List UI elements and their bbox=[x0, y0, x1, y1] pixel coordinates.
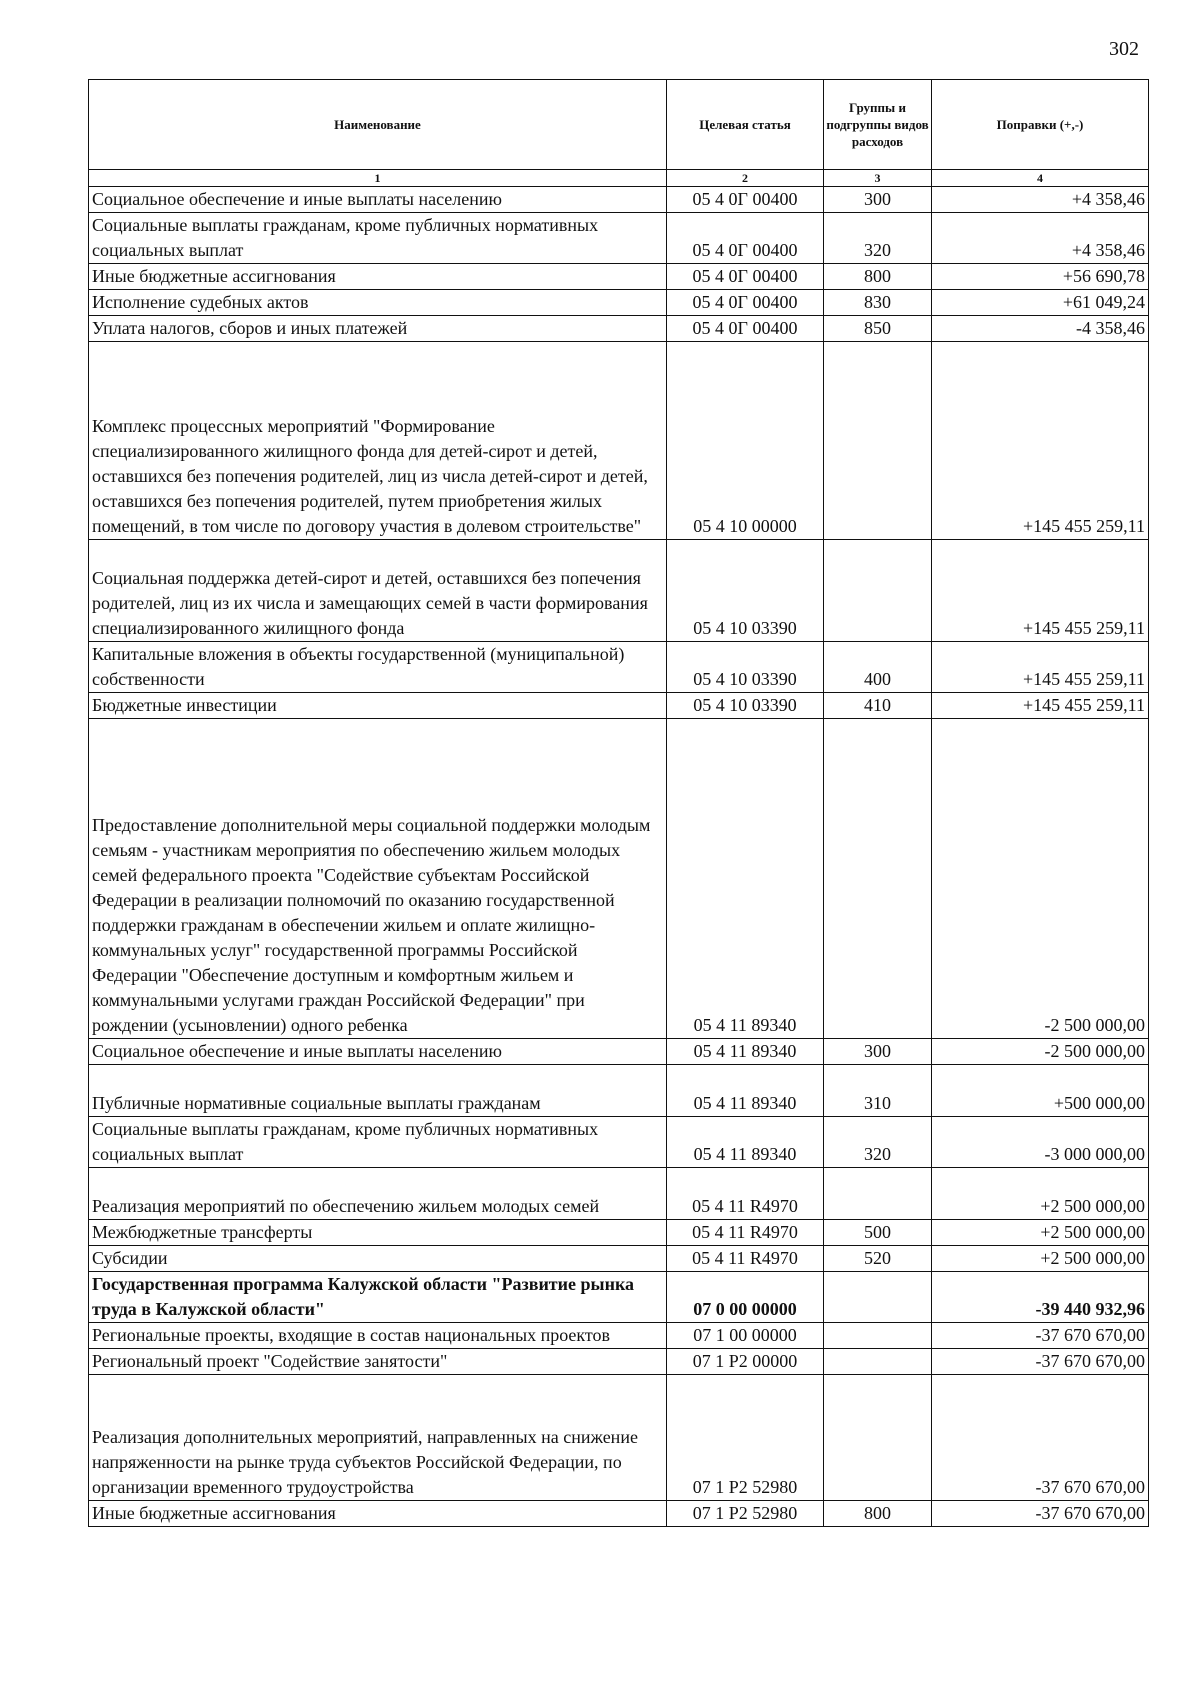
row-name: Уплата налогов, сборов и иных платежей bbox=[89, 316, 667, 342]
table-row bbox=[89, 290, 1149, 316]
column-number: 3 bbox=[824, 170, 932, 187]
row-amount: +61 049,24 bbox=[932, 290, 1149, 316]
row-amount: +500 000,00 bbox=[932, 1065, 1149, 1117]
table-row bbox=[89, 540, 1149, 642]
row-group bbox=[824, 342, 932, 540]
table-row bbox=[89, 316, 1149, 342]
row-amount: -37 670 670,00 bbox=[932, 1375, 1149, 1501]
table-row bbox=[89, 719, 1149, 1039]
table-header-row bbox=[89, 80, 1149, 170]
row-code: 05 4 11 89340 bbox=[667, 1065, 824, 1117]
row-name: Комплекс процессных мероприятий "Формирование специализированного жилищного фонда для детей-сирот и детей, оставшихся без попечения родителей, лиц из числа детей-сирот и детей, оставшихся без попечения родителей, путем приобретения жилых помещений, в том числе по договору участия в долевом строительстве" bbox=[89, 342, 667, 540]
row-amount: +56 690,78 bbox=[932, 264, 1149, 290]
budget-table bbox=[88, 79, 1149, 1527]
table-row bbox=[89, 187, 1149, 213]
row-group bbox=[824, 540, 932, 642]
row-code: 05 4 11 R4970 bbox=[667, 1246, 824, 1272]
row-group bbox=[824, 1349, 932, 1375]
row-group: 310 bbox=[824, 1065, 932, 1117]
row-group: 830 bbox=[824, 290, 932, 316]
row-amount: -37 670 670,00 bbox=[932, 1501, 1149, 1527]
row-group: 800 bbox=[824, 264, 932, 290]
row-code: 05 4 0Г 00400 bbox=[667, 290, 824, 316]
row-code: 05 4 11 89340 bbox=[667, 1039, 824, 1065]
row-code: 05 4 10 00000 bbox=[667, 342, 824, 540]
column-number: 4 bbox=[932, 170, 1149, 187]
table-row bbox=[89, 1039, 1149, 1065]
row-group: 850 bbox=[824, 316, 932, 342]
table-row bbox=[89, 1117, 1149, 1168]
row-group: 500 bbox=[824, 1220, 932, 1246]
row-name: Иные бюджетные ассигнования bbox=[89, 264, 667, 290]
row-name: Капитальные вложения в объекты государственной (муниципальной) собственности bbox=[89, 642, 667, 693]
row-amount: +2 500 000,00 bbox=[932, 1168, 1149, 1220]
row-group: 800 bbox=[824, 1501, 932, 1527]
row-amount: +145 455 259,11 bbox=[932, 642, 1149, 693]
row-group: 400 bbox=[824, 642, 932, 693]
row-code: 05 4 0Г 00400 bbox=[667, 213, 824, 264]
row-code: 07 1 P2 52980 bbox=[667, 1375, 824, 1501]
table-row bbox=[89, 1168, 1149, 1220]
row-name: Бюджетные инвестиции bbox=[89, 693, 667, 719]
table-row bbox=[89, 342, 1149, 540]
row-group bbox=[824, 1272, 932, 1323]
row-code: 05 4 10 03390 bbox=[667, 693, 824, 719]
row-amount: -37 670 670,00 bbox=[932, 1349, 1149, 1375]
row-name: Предоставление дополнительной меры социальной поддержки молодым семьям - участникам мероприятия по обеспечению жильем молодых семей федерального проекта "Содействие субъектам Российской Федерации в реализации полномочий по оказанию государственной поддержки гражданам в обеспечении жильем и оплате жилищно-коммунальных услуг" государственной программы Российской Федерации "Обеспечение доступным и комфортным жильем и коммунальными услугами граждан Российской Федерации" при рождении (усыновлении) одного ребенка bbox=[89, 719, 667, 1039]
row-name: Региональные проекты, входящие в состав национальных проектов bbox=[89, 1323, 667, 1349]
row-amount: +2 500 000,00 bbox=[932, 1220, 1149, 1246]
row-amount: -2 500 000,00 bbox=[932, 719, 1149, 1039]
row-code: 05 4 11 89340 bbox=[667, 1117, 824, 1168]
table-row bbox=[89, 213, 1149, 264]
row-name: Социальное обеспечение и иные выплаты населению bbox=[89, 187, 667, 213]
table-row bbox=[89, 1065, 1149, 1117]
table-row bbox=[89, 1349, 1149, 1375]
row-code: 07 1 00 00000 bbox=[667, 1323, 824, 1349]
header-amendments: Поправки (+,-) bbox=[932, 80, 1149, 170]
table-row bbox=[89, 1323, 1149, 1349]
row-amount: +145 455 259,11 bbox=[932, 540, 1149, 642]
row-code: 07 1 P2 52980 bbox=[667, 1501, 824, 1527]
row-code: 07 1 P2 00000 bbox=[667, 1349, 824, 1375]
row-code: 05 4 0Г 00400 bbox=[667, 316, 824, 342]
row-code: 05 4 0Г 00400 bbox=[667, 187, 824, 213]
page-number: 302 bbox=[1109, 38, 1139, 60]
row-code: 05 4 11 R4970 bbox=[667, 1220, 824, 1246]
row-name: Социальные выплаты гражданам, кроме публичных нормативных социальных выплат bbox=[89, 213, 667, 264]
row-group bbox=[824, 1375, 932, 1501]
row-amount: -4 358,46 bbox=[932, 316, 1149, 342]
row-name: Социальная поддержка детей-сирот и детей, оставшихся без попечения родителей, лиц из их числа и замещающих семей в части формирования специализированного жилищного фонда bbox=[89, 540, 667, 642]
row-group: 320 bbox=[824, 1117, 932, 1168]
row-amount: +4 358,46 bbox=[932, 213, 1149, 264]
row-name: Субсидии bbox=[89, 1246, 667, 1272]
row-code: 05 4 10 03390 bbox=[667, 540, 824, 642]
row-name: Государственная программа Калужской области "Развитие рынка труда в Калужской области" bbox=[89, 1272, 667, 1323]
row-group: 410 bbox=[824, 693, 932, 719]
row-amount: +145 455 259,11 bbox=[932, 693, 1149, 719]
row-amount: -2 500 000,00 bbox=[932, 1039, 1149, 1065]
row-group bbox=[824, 719, 932, 1039]
row-group bbox=[824, 1323, 932, 1349]
table-row bbox=[89, 264, 1149, 290]
table-row bbox=[89, 1246, 1149, 1272]
row-name: Реализация дополнительных мероприятий, направленных на снижение напряженности на рынке труда субъектов Российской Федерации, по организации временного трудоустройства bbox=[89, 1375, 667, 1501]
row-code: 07 0 00 00000 bbox=[667, 1272, 824, 1323]
column-number: 1 bbox=[89, 170, 667, 187]
column-number-row bbox=[89, 170, 1149, 187]
table-row bbox=[89, 642, 1149, 693]
table-row bbox=[89, 1220, 1149, 1246]
header-target: Целевая статья bbox=[667, 80, 824, 170]
row-amount: -39 440 932,96 bbox=[932, 1272, 1149, 1323]
header-groups: Группы и подгруппы видов расходов bbox=[824, 80, 932, 170]
row-code: 05 4 11 89340 bbox=[667, 719, 824, 1039]
table-row bbox=[89, 1375, 1149, 1501]
row-code: 05 4 10 03390 bbox=[667, 642, 824, 693]
row-name: Социальное обеспечение и иные выплаты населению bbox=[89, 1039, 667, 1065]
row-group: 300 bbox=[824, 1039, 932, 1065]
row-amount: -3 000 000,00 bbox=[932, 1117, 1149, 1168]
row-amount: +145 455 259,11 bbox=[932, 342, 1149, 540]
table-row bbox=[89, 1272, 1149, 1323]
row-code: 05 4 0Г 00400 bbox=[667, 264, 824, 290]
row-group: 320 bbox=[824, 213, 932, 264]
table-row bbox=[89, 693, 1149, 719]
row-name: Публичные нормативные социальные выплаты гражданам bbox=[89, 1065, 667, 1117]
row-name: Реализация мероприятий по обеспечению жильем молодых семей bbox=[89, 1168, 667, 1220]
row-group: 520 bbox=[824, 1246, 932, 1272]
row-group bbox=[824, 1168, 932, 1220]
row-name: Межбюджетные трансферты bbox=[89, 1220, 667, 1246]
row-name: Иные бюджетные ассигнования bbox=[89, 1501, 667, 1527]
row-name: Исполнение судебных актов bbox=[89, 290, 667, 316]
row-amount: +4 358,46 bbox=[932, 187, 1149, 213]
row-code: 05 4 11 R4970 bbox=[667, 1168, 824, 1220]
header-name: Наименование bbox=[89, 80, 667, 170]
row-amount: -37 670 670,00 bbox=[932, 1323, 1149, 1349]
table-row bbox=[89, 1501, 1149, 1527]
row-amount: +2 500 000,00 bbox=[932, 1246, 1149, 1272]
row-group: 300 bbox=[824, 187, 932, 213]
row-name: Социальные выплаты гражданам, кроме публичных нормативных социальных выплат bbox=[89, 1117, 667, 1168]
column-number: 2 bbox=[667, 170, 824, 187]
row-name: Региональный проект "Содействие занятости" bbox=[89, 1349, 667, 1375]
